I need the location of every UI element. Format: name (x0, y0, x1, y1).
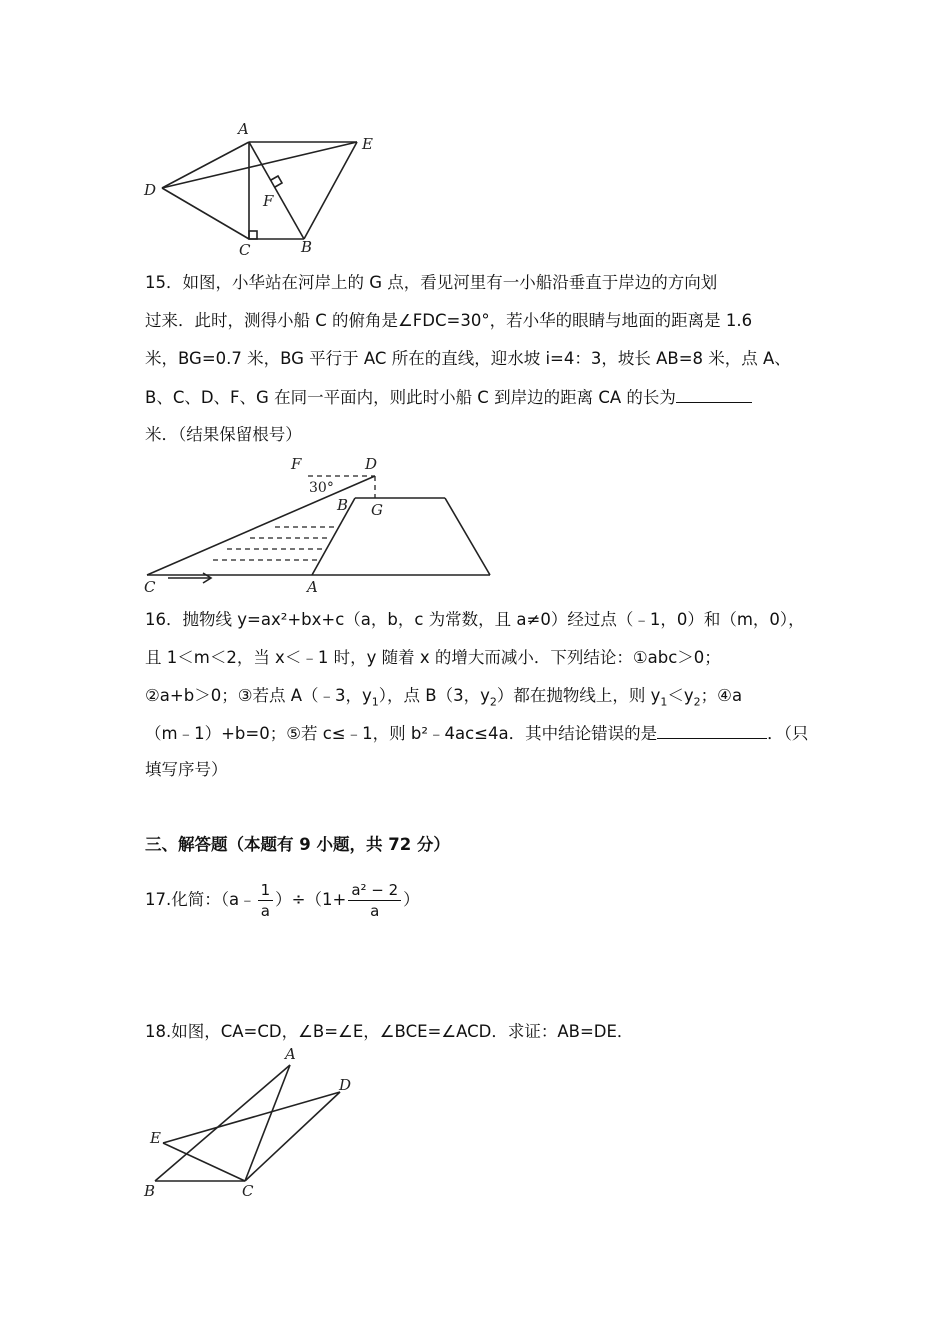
segment-EB (304, 142, 357, 239)
fraction-a2-minus-2-over-a (348, 880, 401, 921)
frac1-den: a (260, 902, 270, 920)
label-E: E (150, 1129, 161, 1147)
segment-AC (245, 1065, 290, 1181)
label-D: D (144, 181, 157, 199)
right-angle-C (249, 231, 257, 239)
label-A: A (285, 1045, 296, 1063)
figure-river-bank-diagram (135, 452, 505, 597)
q16-line4 (145, 722, 808, 745)
segment-EC (163, 1143, 245, 1181)
frac2-den: a (370, 902, 380, 920)
segment-CD (162, 188, 249, 239)
q16-line4-end: ．（只 (767, 724, 809, 743)
sub-y1: 1 (371, 695, 379, 709)
fraction-1-over-a (258, 880, 274, 921)
q16-line2: 且 1＜m＜2，当 x＜﹣1 时，y 随着 x 的增大而减小．下列结论：①abc＞0； (145, 648, 721, 667)
label-A: A (307, 578, 318, 596)
label-A: A (238, 120, 249, 138)
q16-line3-c: ）都在抛物线上，则 y (496, 686, 661, 705)
q18-text: 18.如图，CA=CD，∠B=∠E，∠BCE=∠ACD．求证：AB=DE． (145, 1022, 634, 1041)
bank-right-slope (445, 498, 490, 575)
sub-y2: 2 (489, 695, 497, 709)
q17-suffix: ） (403, 890, 420, 909)
right-angle-F (271, 176, 282, 187)
label-F: F (291, 455, 302, 473)
section-title: 三、解答题（本题有 9 小题，共 72 分） (145, 835, 450, 854)
frac1-num: 1 (258, 880, 274, 901)
label-G: G (371, 501, 383, 519)
q15-line5: 米．（结果保留根号） (145, 425, 302, 444)
sub-y2-b: 2 (693, 695, 701, 709)
q15-line4-text: B、C、D、F、G 在同一平面内，则此时小船 C 到岸边的距离 CA 的长为 (145, 388, 676, 407)
segment-DE (162, 142, 357, 188)
q15-line2: 过来．此时，测得小船 C 的俯角是∠FDC=30°，若小华的眼睛与地面的距离是 1.6 (145, 311, 753, 330)
q17 (145, 878, 420, 924)
figure-rhombus-diagram (135, 118, 385, 258)
label-C: C (242, 1182, 254, 1200)
q16-line3-a: ②a+b＞0；③若点 A（﹣3，y (145, 686, 372, 705)
label-D: D (365, 455, 378, 473)
label-F: F (263, 192, 274, 210)
q16-line4-text: （m﹣1）+b=0；⑤若 c≤﹣1，则 b²﹣4ac≤4a．其中结论错误的是 (145, 724, 658, 743)
frac2-num: a² − 2 (348, 880, 401, 901)
q16-line1: 16．抛物线 y=ax²+bx+c（a，b，c 为常数，且 a≠0）经过点（﹣1，0）和（m，0）， (145, 610, 805, 629)
sub-y1-b: 1 (660, 695, 668, 709)
q17-middle: ）÷（1+ (275, 890, 347, 909)
label-B: B (337, 496, 349, 514)
slope-AB (312, 498, 355, 575)
label-C: C (144, 578, 156, 596)
segment-DA (162, 142, 249, 188)
q15-answer-blank[interactable] (676, 386, 752, 403)
figure-triangles-diagram (135, 1045, 365, 1205)
label-B: B (301, 238, 313, 256)
label-C: C (239, 241, 251, 258)
label-E: E (362, 135, 373, 153)
q15-line4 (145, 386, 752, 409)
segment-AB (155, 1065, 290, 1181)
q16-line3 (145, 685, 742, 713)
q16-line3-e: ；④a (700, 686, 743, 705)
label-B: B (144, 1182, 156, 1200)
q15-line3: 米，BG=0.7 米，BG 平行于 AC 所在的直线，迎水坡 i=4：3，坡长 AB=8 米，点 A、 (145, 349, 791, 368)
label-D: D (339, 1076, 352, 1094)
q16-line3-b: ），点 B（3，y (378, 686, 490, 705)
q17-prefix: 17.化简：（a﹣ (145, 890, 256, 909)
q16-line5: 填写序号） (145, 760, 228, 779)
q16-line3-d: ＜y (667, 686, 694, 705)
q15-line1: 15．如图，小华站在河岸上的 G 点，看见河里有一小船沿垂直于岸边的方向划 (145, 273, 718, 292)
label-angle-30: 30° (309, 480, 334, 496)
q16-answer-blank[interactable] (657, 722, 767, 739)
